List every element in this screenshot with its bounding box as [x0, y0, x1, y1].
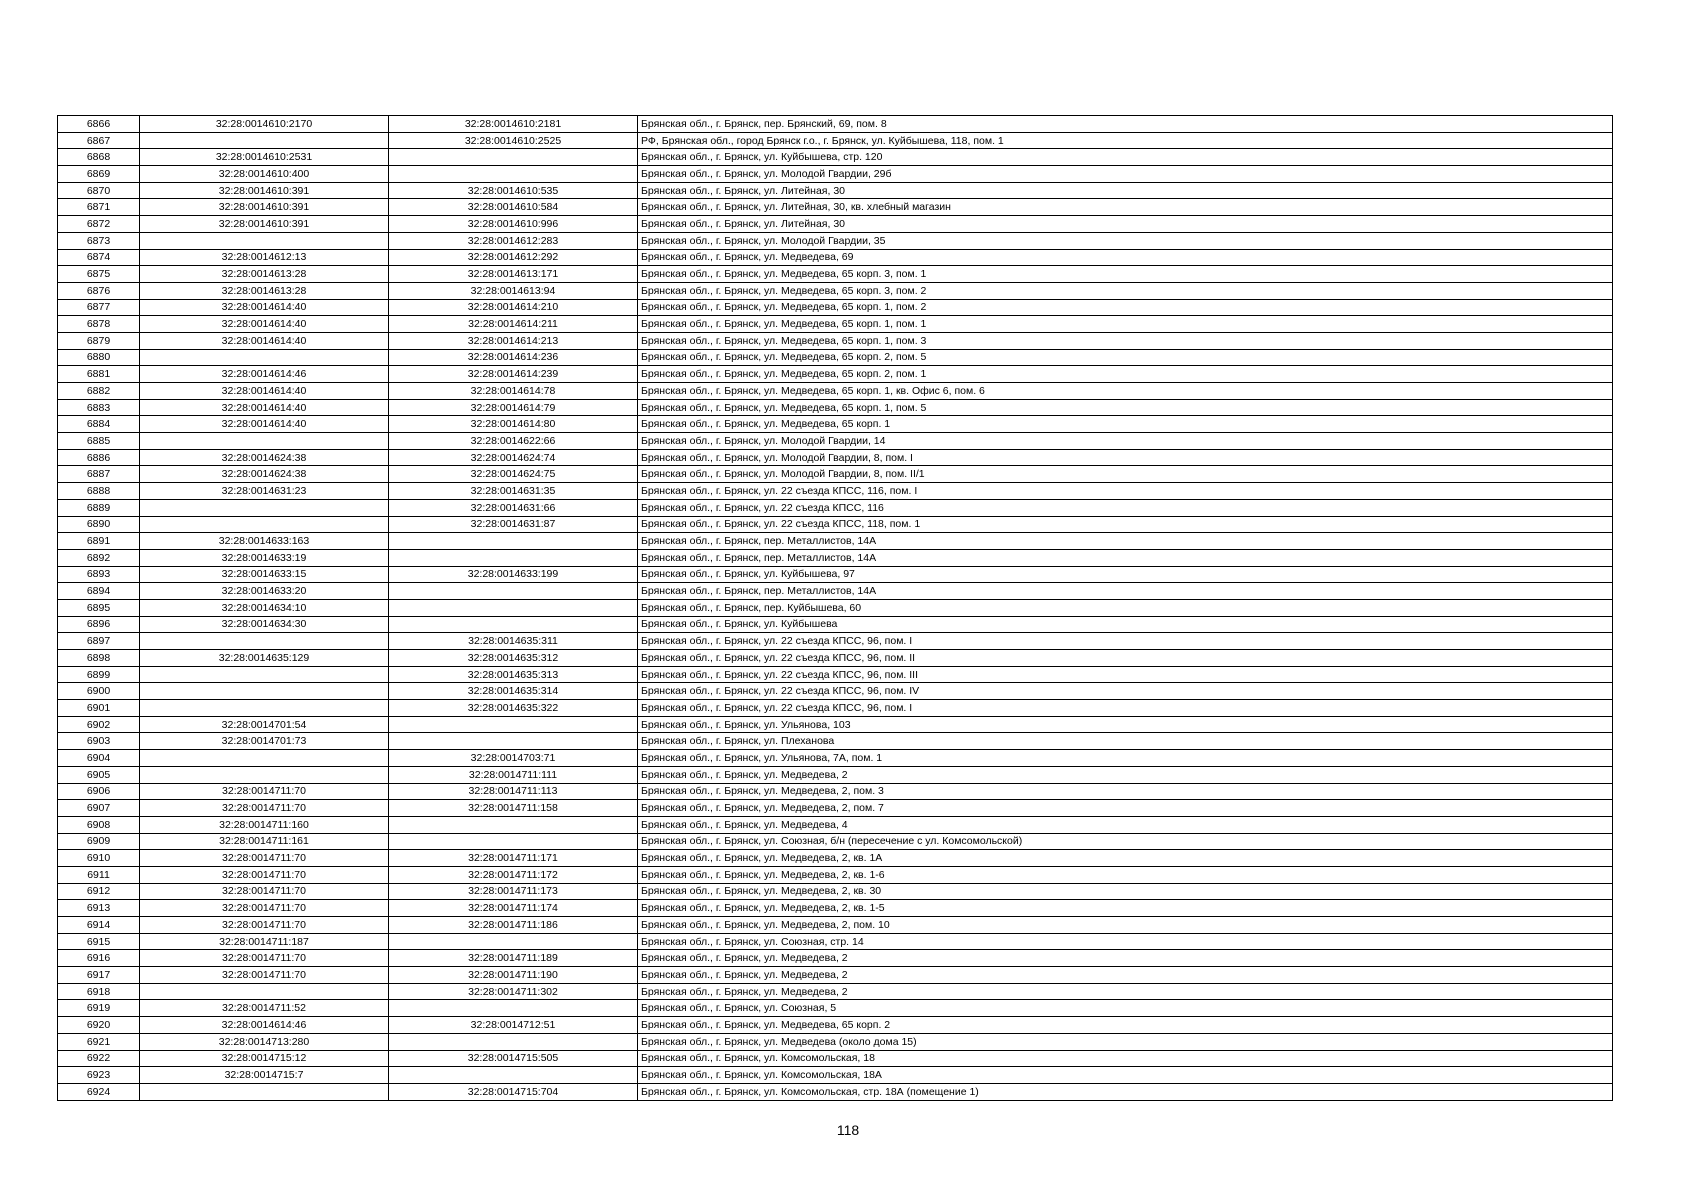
object-cadastral-number-cell: [389, 549, 638, 566]
address-cell: Брянская обл., г. Брянск, ул. Медведева, 2, кв. 1А: [638, 850, 1613, 867]
row-number-cell: 6921: [58, 1033, 140, 1050]
object-cadastral-number-cell: 32:28:0014622:66: [389, 433, 638, 450]
row-number-cell: 6870: [58, 182, 140, 199]
address-cell: Брянская обл., г. Брянск, ул. Молодой Гвардии, 14: [638, 433, 1613, 450]
object-cadastral-number-cell: 32:28:0014715:505: [389, 1050, 638, 1067]
row-number-cell: 6877: [58, 299, 140, 316]
address-cell: Брянская обл., г. Брянск, ул. Медведева, 65 корп. 2: [638, 1017, 1613, 1034]
row-number-cell: 6882: [58, 383, 140, 400]
row-number-cell: 6900: [58, 683, 140, 700]
table-row: [58, 182, 1613, 199]
land-cadastral-number-cell: 32:28:0014610:391: [140, 199, 389, 216]
table-row: [58, 700, 1613, 717]
land-cadastral-number-cell: 32:28:0014633:163: [140, 533, 389, 550]
table-row: [58, 433, 1613, 450]
address-cell: Брянская обл., г. Брянск, ул. Молодой Гвардии, 8, пом. I: [638, 449, 1613, 466]
table-row: [58, 583, 1613, 600]
land-cadastral-number-cell: 32:28:0014634:30: [140, 616, 389, 633]
table-row: [58, 516, 1613, 533]
object-cadastral-number-cell: 32:28:0014711:174: [389, 900, 638, 917]
object-cadastral-number-cell: [389, 616, 638, 633]
address-cell: Брянская обл., г. Брянск, ул. Куйбышева, стр. 120: [638, 149, 1613, 166]
table-row: [58, 216, 1613, 233]
row-number-cell: 6879: [58, 332, 140, 349]
land-cadastral-number-cell: 32:28:0014624:38: [140, 449, 389, 466]
land-cadastral-number-cell: [140, 750, 389, 767]
row-number-cell: 6867: [58, 132, 140, 149]
land-cadastral-number-cell: 32:28:0014701:54: [140, 716, 389, 733]
address-cell: Брянская обл., г. Брянск, ул. Литейная, 30: [638, 216, 1613, 233]
object-cadastral-number-cell: [389, 1033, 638, 1050]
land-cadastral-number-cell: 32:28:0014711:70: [140, 917, 389, 934]
address-cell: Брянская обл., г. Брянск, ул. Медведева, 65 корп. 2, пом. 5: [638, 349, 1613, 366]
land-cadastral-number-cell: 32:28:0014711:160: [140, 816, 389, 833]
land-cadastral-number-cell: 32:28:0014711:161: [140, 833, 389, 850]
table-row: [58, 666, 1613, 683]
table-row: [58, 1050, 1613, 1067]
object-cadastral-number-cell: 32:28:0014610:2181: [389, 116, 638, 133]
table-body: [58, 116, 1613, 1101]
address-cell: Брянская обл., г. Брянск, ул. Литейная, 30: [638, 182, 1613, 199]
object-cadastral-number-cell: 32:28:0014635:314: [389, 683, 638, 700]
row-number-cell: 6911: [58, 866, 140, 883]
address-cell: Брянская обл., г. Брянск, ул. Медведева, 2, кв. 30: [638, 883, 1613, 900]
object-cadastral-number-cell: 32:28:0014614:211: [389, 316, 638, 333]
land-cadastral-number-cell: 32:28:0014711:70: [140, 967, 389, 984]
land-cadastral-number-cell: 32:28:0014713:280: [140, 1033, 389, 1050]
address-cell: Брянская обл., г. Брянск, ул. 22 съезда КПСС, 96, пом. I: [638, 700, 1613, 717]
row-number-cell: 6889: [58, 499, 140, 516]
address-cell: Брянская обл., г. Брянск, ул. Медведева, 65 корп. 1, кв. Офис 6, пом. 6: [638, 383, 1613, 400]
land-cadastral-number-cell: 32:28:0014614:40: [140, 299, 389, 316]
object-cadastral-number-cell: 32:28:0014614:79: [389, 399, 638, 416]
object-cadastral-number-cell: 32:28:0014711:158: [389, 800, 638, 817]
row-number-cell: 6919: [58, 1000, 140, 1017]
land-cadastral-number-cell: 32:28:0014610:391: [140, 182, 389, 199]
land-cadastral-number-cell: [140, 433, 389, 450]
row-number-cell: 6905: [58, 766, 140, 783]
address-cell: РФ, Брянская обл., город Брянск г.о., г. Брянск, ул. Куйбышева, 118, пом. 1: [638, 132, 1613, 149]
row-number-cell: 6913: [58, 900, 140, 917]
row-number-cell: 6910: [58, 850, 140, 867]
land-cadastral-number-cell: 32:28:0014711:70: [140, 850, 389, 867]
table-row: [58, 383, 1613, 400]
address-cell: Брянская обл., г. Брянск, ул. Комсомольская, стр. 18А (помещение 1): [638, 1083, 1613, 1100]
table-row: [58, 249, 1613, 266]
object-cadastral-number-cell: 32:28:0014711:171: [389, 850, 638, 867]
table-row: [58, 1000, 1613, 1017]
row-number-cell: 6891: [58, 533, 140, 550]
table-row: [58, 399, 1613, 416]
land-cadastral-number-cell: 32:28:0014715:7: [140, 1067, 389, 1084]
row-number-cell: 6893: [58, 566, 140, 583]
object-cadastral-number-cell: 32:28:0014715:704: [389, 1083, 638, 1100]
row-number-cell: 6899: [58, 666, 140, 683]
object-cadastral-number-cell: 32:28:0014711:190: [389, 967, 638, 984]
address-cell: Брянская обл., г. Брянск, ул. 22 съезда КПСС, 116, пом. I: [638, 483, 1613, 500]
row-number-cell: 6894: [58, 583, 140, 600]
row-number-cell: 6869: [58, 166, 140, 183]
object-cadastral-number-cell: [389, 1000, 638, 1017]
address-cell: Брянская обл., г. Брянск, ул. 22 съезда КПСС, 96, пом. I: [638, 633, 1613, 650]
address-cell: Брянская обл., г. Брянск, ул. Молодой Гвардии, 8, пом. II/1: [638, 466, 1613, 483]
land-cadastral-number-cell: [140, 983, 389, 1000]
table-row: [58, 833, 1613, 850]
address-cell: Брянская обл., г. Брянск, ул. Молодой Гвардии, 35: [638, 232, 1613, 249]
land-cadastral-number-cell: 32:28:0014711:70: [140, 883, 389, 900]
address-cell: Брянская обл., г. Брянск, ул. Молодой Гвардии, 29б: [638, 166, 1613, 183]
land-cadastral-number-cell: 32:28:0014613:28: [140, 282, 389, 299]
row-number-cell: 6878: [58, 316, 140, 333]
address-cell: Брянская обл., г. Брянск, ул. Медведева, 2, пом. 7: [638, 800, 1613, 817]
object-cadastral-number-cell: 32:28:0014610:535: [389, 182, 638, 199]
land-cadastral-number-cell: [140, 132, 389, 149]
land-cadastral-number-cell: 32:28:0014614:40: [140, 399, 389, 416]
address-cell: Брянская обл., г. Брянск, ул. 22 съезда КПСС, 96, пом. III: [638, 666, 1613, 683]
object-cadastral-number-cell: [389, 599, 638, 616]
table-row: [58, 766, 1613, 783]
land-cadastral-number-cell: 32:28:0014614:46: [140, 366, 389, 383]
object-cadastral-number-cell: 32:28:0014610:2525: [389, 132, 638, 149]
address-cell: Брянская обл., г. Брянск, ул. Союзная, 5: [638, 1000, 1613, 1017]
table-row: [58, 1033, 1613, 1050]
address-cell: Брянская обл., г. Брянск, ул. 22 съезда КПСС, 118, пом. 1: [638, 516, 1613, 533]
land-cadastral-number-cell: 32:28:0014614:46: [140, 1017, 389, 1034]
object-cadastral-number-cell: [389, 833, 638, 850]
registry-table: [57, 115, 1613, 1101]
object-cadastral-number-cell: [389, 816, 638, 833]
address-cell: Брянская обл., г. Брянск, ул. Медведева, 2: [638, 766, 1613, 783]
object-cadastral-number-cell: [389, 733, 638, 750]
row-number-cell: 6916: [58, 950, 140, 967]
object-cadastral-number-cell: 32:28:0014614:236: [389, 349, 638, 366]
table-row: [58, 850, 1613, 867]
object-cadastral-number-cell: 32:28:0014612:292: [389, 249, 638, 266]
table-row: [58, 566, 1613, 583]
object-cadastral-number-cell: 32:28:0014613:94: [389, 282, 638, 299]
row-number-cell: 6875: [58, 266, 140, 283]
row-number-cell: 6874: [58, 249, 140, 266]
address-cell: Брянская обл., г. Брянск, ул. Союзная, стр. 14: [638, 933, 1613, 950]
address-cell: Брянская обл., г. Брянск, пер. Брянский, 69, пом. 8: [638, 116, 1613, 133]
address-cell: Брянская обл., г. Брянск, ул. Медведева, 65 корп. 2, пом. 1: [638, 366, 1613, 383]
address-cell: Брянская обл., г. Брянск, ул. Медведева, 2, кв. 1-5: [638, 900, 1613, 917]
object-cadastral-number-cell: 32:28:0014712:51: [389, 1017, 638, 1034]
object-cadastral-number-cell: 32:28:0014711:189: [389, 950, 638, 967]
address-cell: Брянская обл., г. Брянск, ул. Медведева, 2, кв. 1-6: [638, 866, 1613, 883]
table-row: [58, 116, 1613, 133]
address-cell: Брянская обл., г. Брянск, ул. Медведева, 69: [638, 249, 1613, 266]
land-cadastral-number-cell: [140, 666, 389, 683]
land-cadastral-number-cell: 32:28:0014612:13: [140, 249, 389, 266]
row-number-cell: 6883: [58, 399, 140, 416]
object-cadastral-number-cell: 32:28:0014711:186: [389, 917, 638, 934]
row-number-cell: 6888: [58, 483, 140, 500]
land-cadastral-number-cell: 32:28:0014624:38: [140, 466, 389, 483]
table-row: [58, 549, 1613, 566]
table-row: [58, 866, 1613, 883]
table-row: [58, 599, 1613, 616]
row-number-cell: 6892: [58, 549, 140, 566]
address-cell: Брянская обл., г. Брянск, ул. Союзная, б/н (пересечение с ул. Комсомольской): [638, 833, 1613, 850]
object-cadastral-number-cell: 32:28:0014610:996: [389, 216, 638, 233]
table-row: [58, 783, 1613, 800]
row-number-cell: 6871: [58, 199, 140, 216]
object-cadastral-number-cell: 32:28:0014614:213: [389, 332, 638, 349]
row-number-cell: 6901: [58, 700, 140, 717]
land-cadastral-number-cell: 32:28:0014711:70: [140, 900, 389, 917]
table-row: [58, 483, 1613, 500]
land-cadastral-number-cell: 32:28:0014610:2170: [140, 116, 389, 133]
object-cadastral-number-cell: [389, 583, 638, 600]
land-cadastral-number-cell: 32:28:0014701:73: [140, 733, 389, 750]
object-cadastral-number-cell: 32:28:0014635:322: [389, 700, 638, 717]
land-cadastral-number-cell: 32:28:0014610:2531: [140, 149, 389, 166]
object-cadastral-number-cell: 32:28:0014614:78: [389, 383, 638, 400]
row-number-cell: 6897: [58, 633, 140, 650]
table-row: [58, 349, 1613, 366]
table-row: [58, 316, 1613, 333]
address-cell: Брянская обл., г. Брянск, ул. Куйбышева: [638, 616, 1613, 633]
land-cadastral-number-cell: 32:28:0014614:40: [140, 332, 389, 349]
address-cell: Брянская обл., г. Брянск, ул. Медведева, 65 корп. 1: [638, 416, 1613, 433]
object-cadastral-number-cell: 32:28:0014613:171: [389, 266, 638, 283]
row-number-cell: 6920: [58, 1017, 140, 1034]
land-cadastral-number-cell: 32:28:0014614:40: [140, 416, 389, 433]
row-number-cell: 6886: [58, 449, 140, 466]
object-cadastral-number-cell: 32:28:0014711:302: [389, 983, 638, 1000]
row-number-cell: 6887: [58, 466, 140, 483]
table-row: [58, 466, 1613, 483]
address-cell: Брянская обл., г. Брянск, ул. Ульянова, 7А, пом. 1: [638, 750, 1613, 767]
row-number-cell: 6884: [58, 416, 140, 433]
address-cell: Брянская обл., г. Брянск, ул. Плеханова: [638, 733, 1613, 750]
land-cadastral-number-cell: 32:28:0014715:12: [140, 1050, 389, 1067]
address-cell: Брянская обл., г. Брянск, ул. 22 съезда КПСС, 116: [638, 499, 1613, 516]
object-cadastral-number-cell: 32:28:0014614:210: [389, 299, 638, 316]
address-cell: Брянская обл., г. Брянск, пер. Металлистов, 14А: [638, 533, 1613, 550]
land-cadastral-number-cell: [140, 700, 389, 717]
land-cadastral-number-cell: 32:28:0014614:40: [140, 383, 389, 400]
address-cell: Брянская обл., г. Брянск, ул. Ульянова, 103: [638, 716, 1613, 733]
page-number: 118: [836, 1122, 860, 1138]
object-cadastral-number-cell: 32:28:0014711:172: [389, 866, 638, 883]
land-cadastral-number-cell: 32:28:0014614:40: [140, 316, 389, 333]
land-cadastral-number-cell: 32:28:0014633:15: [140, 566, 389, 583]
address-cell: Брянская обл., г. Брянск, ул. Медведева, 65 корп. 1, пом. 5: [638, 399, 1613, 416]
object-cadastral-number-cell: 32:28:0014635:312: [389, 650, 638, 667]
land-cadastral-number-cell: 32:28:0014634:10: [140, 599, 389, 616]
object-cadastral-number-cell: [389, 149, 638, 166]
table-row: [58, 917, 1613, 934]
land-cadastral-number-cell: 32:28:0014711:70: [140, 800, 389, 817]
object-cadastral-number-cell: [389, 1067, 638, 1084]
address-cell: Брянская обл., г. Брянск, ул. Комсомольская, 18А: [638, 1067, 1613, 1084]
land-cadastral-number-cell: [140, 499, 389, 516]
row-number-cell: 6885: [58, 433, 140, 450]
land-cadastral-number-cell: 32:28:0014635:129: [140, 650, 389, 667]
row-number-cell: 6904: [58, 750, 140, 767]
table-row: [58, 416, 1613, 433]
row-number-cell: 6895: [58, 599, 140, 616]
land-cadastral-number-cell: 32:28:0014711:70: [140, 783, 389, 800]
object-cadastral-number-cell: [389, 166, 638, 183]
row-number-cell: 6908: [58, 816, 140, 833]
object-cadastral-number-cell: [389, 716, 638, 733]
row-number-cell: 6914: [58, 917, 140, 934]
object-cadastral-number-cell: 32:28:0014633:199: [389, 566, 638, 583]
row-number-cell: 6922: [58, 1050, 140, 1067]
land-cadastral-number-cell: [140, 633, 389, 650]
table-row: [58, 950, 1613, 967]
address-cell: Брянская обл., г. Брянск, пер. Куйбышева, 60: [638, 599, 1613, 616]
object-cadastral-number-cell: 32:28:0014624:74: [389, 449, 638, 466]
object-cadastral-number-cell: 32:28:0014612:283: [389, 232, 638, 249]
address-cell: Брянская обл., г. Брянск, пер. Металлистов, 14А: [638, 583, 1613, 600]
row-number-cell: 6909: [58, 833, 140, 850]
address-cell: Брянская обл., г. Брянск, пер. Металлистов, 14А: [638, 549, 1613, 566]
address-cell: Брянская обл., г. Брянск, ул. Медведева, 2: [638, 950, 1613, 967]
row-number-cell: 6907: [58, 800, 140, 817]
table-row: [58, 900, 1613, 917]
object-cadastral-number-cell: 32:28:0014610:584: [389, 199, 638, 216]
address-cell: Брянская обл., г. Брянск, ул. Медведева, 4: [638, 816, 1613, 833]
table-row: [58, 1017, 1613, 1034]
object-cadastral-number-cell: 32:28:0014711:111: [389, 766, 638, 783]
address-cell: Брянская обл., г. Брянск, ул. Медведева (около дома 15): [638, 1033, 1613, 1050]
table-row: [58, 733, 1613, 750]
land-cadastral-number-cell: 32:28:0014610:400: [140, 166, 389, 183]
object-cadastral-number-cell: 32:28:0014631:66: [389, 499, 638, 516]
table-row: [58, 332, 1613, 349]
land-cadastral-number-cell: 32:28:0014711:70: [140, 950, 389, 967]
row-number-cell: 6873: [58, 232, 140, 249]
land-cadastral-number-cell: 32:28:0014631:23: [140, 483, 389, 500]
table-row: [58, 650, 1613, 667]
table-row: [58, 683, 1613, 700]
table-row: [58, 149, 1613, 166]
object-cadastral-number-cell: 32:28:0014631:35: [389, 483, 638, 500]
address-cell: Брянская обл., г. Брянск, ул. Медведева, 2: [638, 983, 1613, 1000]
table-row: [58, 633, 1613, 650]
land-cadastral-number-cell: [140, 1083, 389, 1100]
land-cadastral-number-cell: 32:28:0014711:52: [140, 1000, 389, 1017]
object-cadastral-number-cell: 32:28:0014614:239: [389, 366, 638, 383]
address-cell: Брянская обл., г. Брянск, ул. Медведева, 65 корп. 3, пом. 1: [638, 266, 1613, 283]
table-row: [58, 266, 1613, 283]
land-cadastral-number-cell: 32:28:0014633:20: [140, 583, 389, 600]
address-cell: Брянская обл., г. Брянск, ул. Литейная, 30, кв. хлебный магазин: [638, 199, 1613, 216]
row-number-cell: 6898: [58, 650, 140, 667]
row-number-cell: 6902: [58, 716, 140, 733]
address-cell: Брянская обл., г. Брянск, ул. Медведева, 2: [638, 967, 1613, 984]
address-cell: Брянская обл., г. Брянск, ул. Медведева, 65 корп. 1, пом. 1: [638, 316, 1613, 333]
table-row: [58, 166, 1613, 183]
object-cadastral-number-cell: 32:28:0014711:113: [389, 783, 638, 800]
row-number-cell: 6915: [58, 933, 140, 950]
table-row: [58, 132, 1613, 149]
address-cell: Брянская обл., г. Брянск, ул. Комсомольская, 18: [638, 1050, 1613, 1067]
row-number-cell: 6880: [58, 349, 140, 366]
object-cadastral-number-cell: 32:28:0014614:80: [389, 416, 638, 433]
land-cadastral-number-cell: 32:28:0014711:70: [140, 866, 389, 883]
row-number-cell: 6918: [58, 983, 140, 1000]
table-row: [58, 1067, 1613, 1084]
table-row: [58, 816, 1613, 833]
object-cadastral-number-cell: 32:28:0014624:75: [389, 466, 638, 483]
table-row: [58, 800, 1613, 817]
row-number-cell: 6906: [58, 783, 140, 800]
row-number-cell: 6868: [58, 149, 140, 166]
row-number-cell: 6866: [58, 116, 140, 133]
object-cadastral-number-cell: 32:28:0014635:311: [389, 633, 638, 650]
table-row: [58, 533, 1613, 550]
address-cell: Брянская обл., г. Брянск, ул. 22 съезда КПСС, 96, пом. IV: [638, 683, 1613, 700]
row-number-cell: 6923: [58, 1067, 140, 1084]
object-cadastral-number-cell: [389, 533, 638, 550]
table-row: [58, 616, 1613, 633]
land-cadastral-number-cell: [140, 349, 389, 366]
land-cadastral-number-cell: [140, 232, 389, 249]
address-cell: Брянская обл., г. Брянск, ул. Медведева, 65 корп. 3, пом. 2: [638, 282, 1613, 299]
table-row: [58, 883, 1613, 900]
table-row: [58, 933, 1613, 950]
row-number-cell: 6924: [58, 1083, 140, 1100]
land-cadastral-number-cell: [140, 683, 389, 700]
table-row: [58, 366, 1613, 383]
object-cadastral-number-cell: 32:28:0014631:87: [389, 516, 638, 533]
table-row: [58, 1083, 1613, 1100]
address-cell: Брянская обл., г. Брянск, ул. Медведева, 2, пом. 10: [638, 917, 1613, 934]
object-cadastral-number-cell: 32:28:0014703:71: [389, 750, 638, 767]
table-row: [58, 232, 1613, 249]
row-number-cell: 6917: [58, 967, 140, 984]
table-row: [58, 499, 1613, 516]
land-cadastral-number-cell: 32:28:0014633:19: [140, 549, 389, 566]
table-row: [58, 983, 1613, 1000]
table-row: [58, 199, 1613, 216]
address-cell: Брянская обл., г. Брянск, ул. 22 съезда КПСС, 96, пом. II: [638, 650, 1613, 667]
row-number-cell: 6876: [58, 282, 140, 299]
object-cadastral-number-cell: [389, 933, 638, 950]
table-row: [58, 449, 1613, 466]
row-number-cell: 6890: [58, 516, 140, 533]
table-row: [58, 716, 1613, 733]
land-cadastral-number-cell: 32:28:0014610:391: [140, 216, 389, 233]
land-cadastral-number-cell: 32:28:0014613:28: [140, 266, 389, 283]
row-number-cell: 6872: [58, 216, 140, 233]
table-row: [58, 299, 1613, 316]
object-cadastral-number-cell: 32:28:0014635:313: [389, 666, 638, 683]
row-number-cell: 6903: [58, 733, 140, 750]
row-number-cell: 6896: [58, 616, 140, 633]
address-cell: Брянская обл., г. Брянск, ул. Медведева, 65 корп. 1, пом. 2: [638, 299, 1613, 316]
address-cell: Брянская обл., г. Брянск, ул. Медведева, 65 корп. 1, пом. 3: [638, 332, 1613, 349]
table-row: [58, 282, 1613, 299]
address-cell: Брянская обл., г. Брянск, ул. Куйбышева, 97: [638, 566, 1613, 583]
row-number-cell: 6912: [58, 883, 140, 900]
address-cell: Брянская обл., г. Брянск, ул. Медведева, 2, пом. 3: [638, 783, 1613, 800]
land-cadastral-number-cell: 32:28:0014711:187: [140, 933, 389, 950]
table-row: [58, 967, 1613, 984]
object-cadastral-number-cell: 32:28:0014711:173: [389, 883, 638, 900]
row-number-cell: 6881: [58, 366, 140, 383]
table-row: [58, 750, 1613, 767]
land-cadastral-number-cell: [140, 766, 389, 783]
land-cadastral-number-cell: [140, 516, 389, 533]
